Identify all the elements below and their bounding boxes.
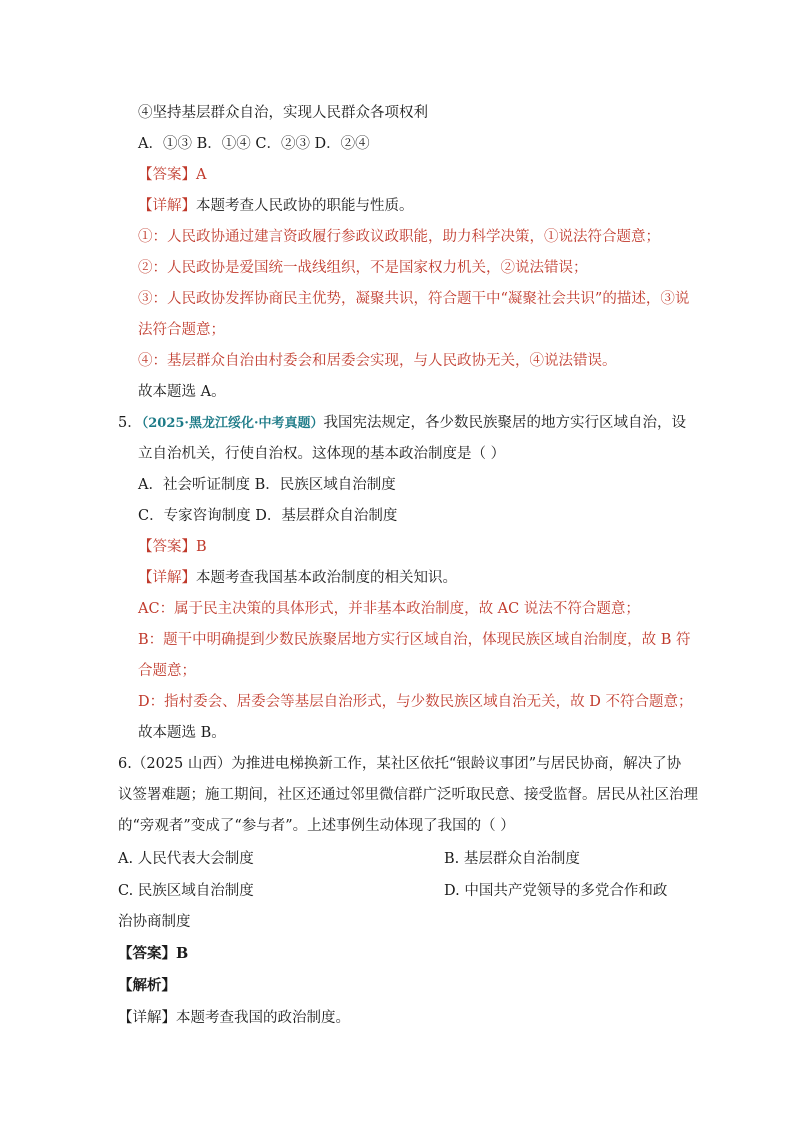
stem-text: （2025 山西）为推进电梯换新工作，某社区依托“银龄议事团”与居民协商，解决了协 [131,756,682,772]
q5-stem [118,413,686,434]
stem-text: 我国宪法规定，各少数民族聚居的地方实行区域自治，设 [323,415,686,431]
q4-detail [138,196,414,216]
q5-options-row-1: A．社会听证制度 B．民族区域自治制度 [138,477,396,493]
question-number: 5． [118,415,142,431]
q4-choices: A．①③ B．①④ C．②③ D．②④ [138,136,370,152]
q6-stem [118,754,681,774]
detail-label: 【详解】 [138,570,196,586]
q4-explanation-3: ③：人民政协发挥协商民主优势，凝聚共识，符合题干中“凝聚社会共识”的描述，③说 [138,291,690,307]
q6-option-b: B. 基层群众自治制度 [444,851,580,867]
q5-explanation-ac: AC：属于民主决策的具体形式，并非基本政治制度，故 AC 说法不符合题意； [138,601,640,617]
q6-stem-cont-1: 议签署难题；施工期间，社区还通过邻里微信群广泛听取民意、接受监督。居民从社区治理 [118,787,698,803]
q5-detail [138,568,457,588]
q6-option-c: C. 民族区域自治制度 [118,883,254,899]
q4-explanation-1: ①：人民政协通过建言资政履行参政议政职能，助力科学决策，①说法符合题意； [138,229,660,245]
answer-label: 【答案】 [138,167,196,183]
q6-stem-cont-2: 的“旁观者”变成了“参与者”。上述事例生动体现了我国的（ ） [118,818,515,834]
q4-explanation-2: ②：人民政协是爱国统一战线组织，不是国家权力机关，②说法错误； [138,260,588,276]
q4-explanation-3-cont: 法符合题意； [138,322,225,338]
q4-option-4: ④坚持基层群众自治，实现人民群众各项权利 [138,105,428,121]
q6-detail: 【详解】本题考查我国的政治制度。 [118,1010,350,1026]
detail-label: 【详解】 [138,198,196,214]
q6-option-a: A. 人民代表大会制度 [118,851,254,867]
q5-options-row-2: C．专家咨询制度 D．基层群众自治制度 [138,508,398,524]
q5-explanation-b: B：题干中明确提到少数民族聚居地方实行区域自治，体现民族区域自治制度，故 B 符 [138,632,691,648]
q5-conclusion: 故本题选 B。 [138,725,226,741]
q5-answer [138,537,207,557]
detail-intro: 本题考查我国基本政治制度的相关知识。 [196,570,457,586]
q6-option-d: D. 中国共产党领导的多党合作和政 [444,883,668,899]
q5-explanation-d: D：指村委会、居委会等基层自治形式，与少数民族区域自治无关，故 D 不符合题意； [138,694,693,710]
detail-intro: 本题考查人民政协的职能与性质。 [196,198,414,214]
answer-label: 【答案】 [138,539,196,555]
q4-answer [138,165,206,185]
question-source: （2025·黑龙江绥化·中考真题） [141,416,324,431]
q6-analysis-label: 【解析】 [118,977,176,994]
question-number: 6. [118,756,132,772]
q5-stem-cont: 立自治机关，行使自治权。这体现的基本政治制度是（ ） [138,446,506,462]
q4-conclusion: 故本题选 A。 [138,384,226,400]
q6-option-d-cont: 治协商制度 [118,914,191,930]
answer-value: A [196,167,207,183]
answer-value: B [196,539,207,555]
q4-explanation-4: ④：基层群众自治由村委会和居委会实现，与人民政协无关，④说法错误。 [138,353,617,369]
q6-answer: 【答案】B [118,945,189,962]
q5-explanation-b-cont: 合题意； [138,663,196,679]
